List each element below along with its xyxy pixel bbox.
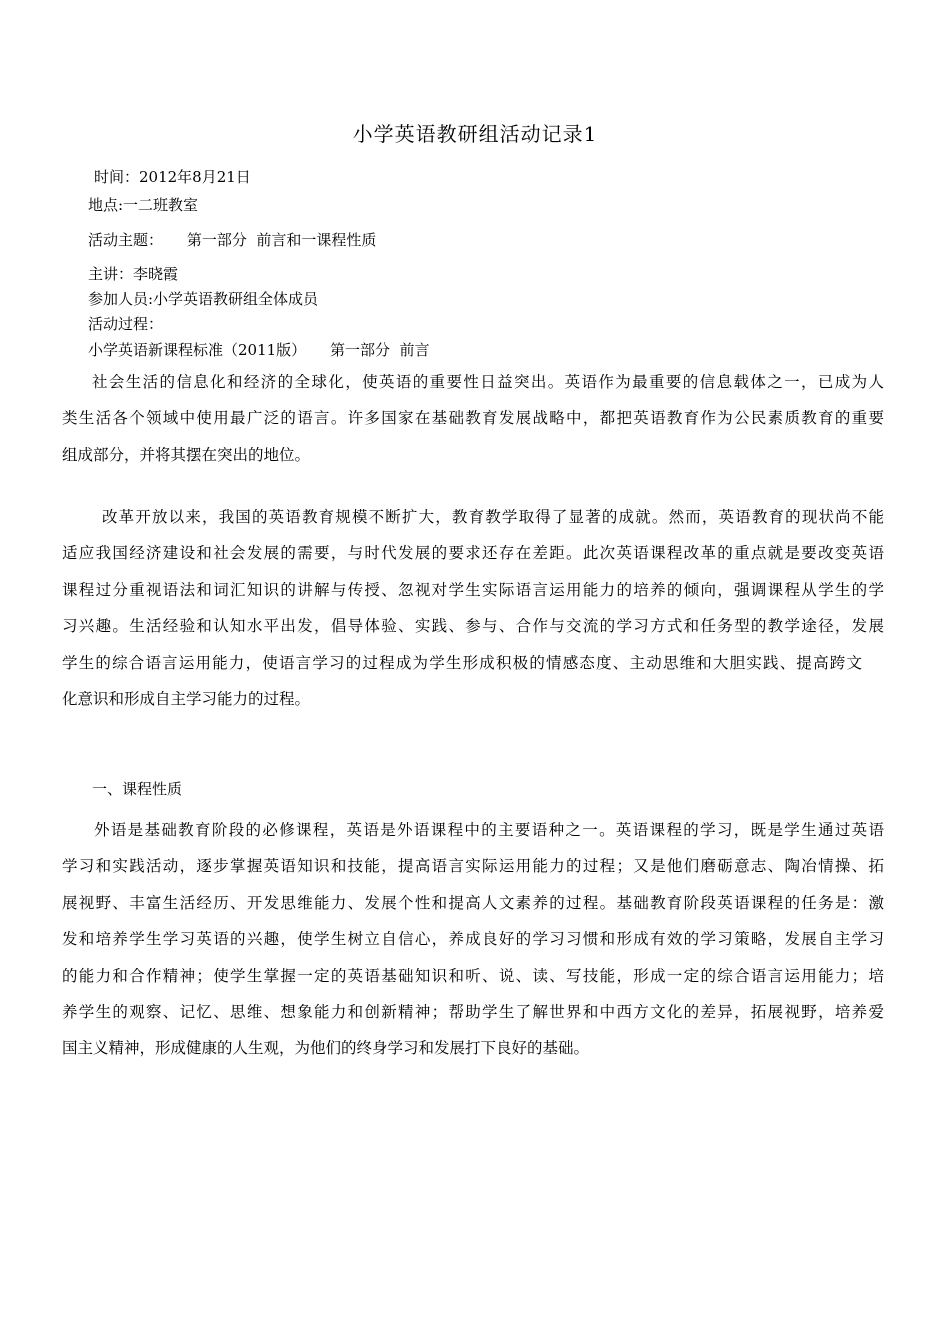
- paragraph-line: 国主义精神，形成健康的人生观，为他们的终身学习和发展打下良好的基础。: [62, 1039, 590, 1058]
- paragraph-line: 改革开放以来，我国的英语教育规模不断扩大，教育教学取得了显著的成就。然而，英语教育的现状尚不能: [102, 508, 884, 526]
- meta-standard: 小学英语新课程标准（2011版） 第一部分 前言: [88, 341, 430, 359]
- meta-theme: 活动主题： 第一部分 前言和一课程性质: [88, 231, 377, 249]
- paragraph-line: 课程过分重视语法和词汇知识的讲解与传授、忽视对学生实际语言运用能力的培养的倾向，强调课程从学生的学: [62, 580, 884, 599]
- meta-place: 地点:一二班教室: [88, 196, 199, 214]
- paragraph-line: 习兴趣。生活经验和认知水平出发，倡导体验、实践、参与、合作与交流的学习方式和任务型的教学途径，发展: [62, 617, 884, 636]
- paragraph-line: 养学生的观察、记忆、思维、想象能力和创新精神；帮助学生了解世界和中西方文化的差异，拓展视野，培养爱: [62, 1003, 884, 1022]
- meta-time: 时间：2012年8月21日: [94, 168, 251, 186]
- paragraph-line: 的能力和合作精神；使学生掌握一定的英语基础知识和听、说、读、写技能，形成一定的综合语言运用能力；培: [62, 966, 884, 985]
- paragraph-line: 化意识和形成自主学习能力的过程。: [62, 690, 311, 709]
- paragraph-line: 展视野、丰富生活经历、开发思维能力、发展个性和提高人文素养的过程。基础教育阶段英语课程的任务是：激: [62, 893, 884, 912]
- meta-speaker: 主讲：李晓霞: [88, 265, 179, 283]
- section-heading: 一、课程性质: [92, 780, 183, 798]
- paragraph-line: 外语是基础教育阶段的必修课程，英语是外语课程中的主要语种之一。英语课程的学习，既是学生通过英语: [94, 821, 884, 839]
- paragraph-line: 学生的综合语言运用能力，使语言学习的过程成为学生形成积极的情感态度、主动思维和大胆实践、提高跨文: [62, 653, 862, 672]
- meta-participants: 参加人员:小学英语教研组全体成员: [88, 290, 319, 308]
- meta-process: 活动过程：: [88, 315, 164, 333]
- paragraph-3: [62, 812, 884, 1067]
- paragraph-line: 组成部分，并将其摆在突出的地位。: [62, 445, 311, 464]
- document-title: 小学英语教研组活动记录1: [352, 122, 598, 146]
- paragraph-2: [62, 499, 884, 717]
- paragraph-line: 发和培养学生学习英语的兴趣，使学生树立自信心，养成良好的学习习惯和形成有效的学习策略，发展自主学习: [62, 930, 884, 949]
- paragraph-line: 社会生活的信息化和经济的全球化，使英语的重要性日益突出。英语作为最重要的信息载体之一，已成为人: [92, 373, 884, 391]
- paragraph-line: 适应我国经济建设和社会发展的需要，与时代发展的要求还存在差距。此次英语课程改革的重点就是要改变英语: [62, 544, 884, 563]
- paragraph-line: 学习和实践活动，逐步掌握英语知识和技能，提高语言实际运用能力的过程；又是他们磨砺意志、陶冶情操、拓: [62, 857, 884, 876]
- paragraph-1: [62, 364, 884, 473]
- paragraph-line: 类生活各个领域中使用最广泛的语言。许多国家在基础教育发展战略中，都把英语教育作为公民素质教育的重要: [62, 409, 884, 428]
